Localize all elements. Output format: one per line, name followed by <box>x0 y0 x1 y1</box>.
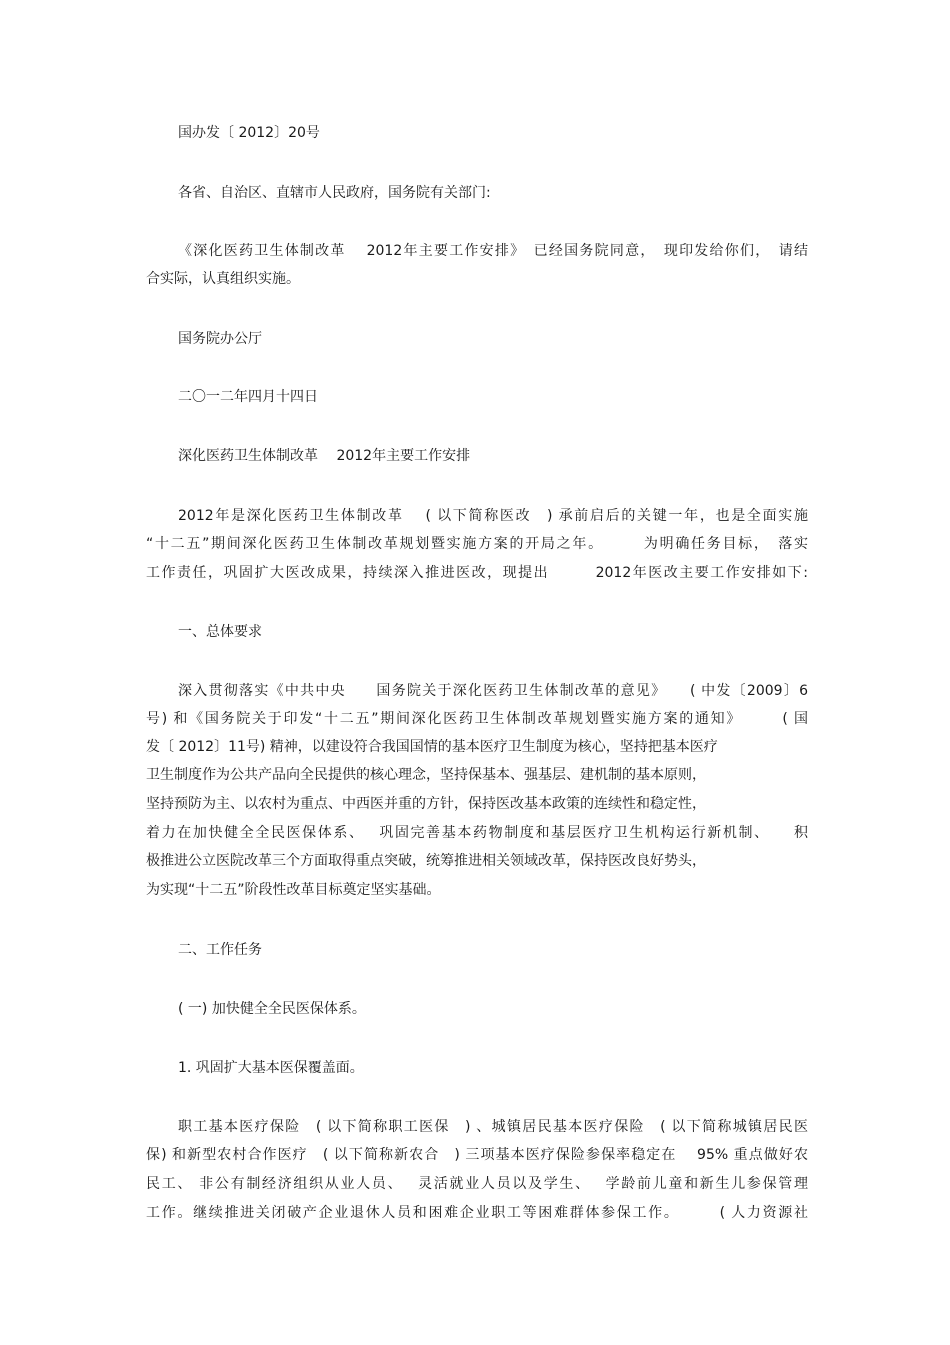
section1-line: 坚持预防为主、以农村为重点、中西医并重的方针，保持医改基本政策的连续性和稳定性， <box>146 796 706 812</box>
issue-date: 二〇一二年四月十四日 <box>178 389 318 405</box>
section-heading: 一、总体要求 <box>178 624 262 640</box>
item-heading: 1. 巩固扩大基本医保覆盖面。 <box>178 1060 364 1076</box>
section1-line: 极推进公立医院改革三个方面取得重点突破，统筹推进相关领域改革，保持医改良好势头， <box>146 853 706 869</box>
document-number: 国办发〔 2012〕20号 <box>178 125 320 141</box>
section1-line: 着力在加快健全全民医保体系、 巩固完善基本药物制度和基层医疗卫生机构运行新机制、 积 <box>146 825 808 841</box>
section1-line: 号) 和《国务院关于印发“十二五”期间深化医药卫生体制改革规划暨实施方案的通知》 ( 国 <box>146 711 808 727</box>
section1-line: 为实现“十二五”阶段性改革目标奠定坚实基础。 <box>146 882 441 898</box>
item1-line: 工作。继续推进关闭破产企业退休人员和困难企业职工等困难群体参保工作。 ( 人力资源社 <box>146 1205 808 1221</box>
intro-line: 工作责任，巩固扩大医改成果，持续深入推进医改，现提出 2012年医改主要工作安排如下: <box>146 565 808 581</box>
item1-line: 保) 和新型农村合作医疗 ( 以下简称新农合 ) 三项基本医疗保险参保率稳定在 95% 重点做好农 <box>146 1147 808 1163</box>
intro-line: “十二五”期间深化医药卫生体制改革规划暨实施方案的开局之年。 为明确任务目标， 落实 <box>146 536 808 552</box>
section-heading: 二、工作任务 <box>178 942 262 958</box>
intro-line: 2012年是深化医药卫生体制改革 ( 以下简称医改 ) 承前启后的关键一年，也是全面实施 <box>178 508 808 524</box>
section1-line: 发〔 2012〕11号) 精神，以建设符合我国国情的基本医疗卫生制度为核心，坚持把基本医疗 <box>146 739 718 755</box>
section1-line: 深入贯彻落实《中共中央 国务院关于深化医药卫生体制改革的意见》 ( 中发〔2009〕6 <box>178 683 808 699</box>
subsection-heading: ( 一) 加快健全全民医保体系。 <box>178 1001 366 1017</box>
section1-line: 卫生制度作为公共产品向全民提供的核心理念，坚持保基本、强基层、建机制的基本原则， <box>146 767 706 783</box>
item1-line: 民工、 非公有制经济组织从业人员、 灵活就业人员以及学生、 学龄前儿童和新生儿参保管理 <box>146 1176 808 1192</box>
document-title: 深化医药卫生体制改革 2012年主要工作安排 <box>178 448 471 464</box>
addressee: 各省、自治区、直辖市人民政府，国务院有关部门: <box>178 185 491 201</box>
notice-line: 合实际，认真组织实施。 <box>146 271 300 287</box>
item1-line: 职工基本医疗保险 ( 以下简称职工医保 ) 、城镇居民基本医疗保险 ( 以下简称城镇居民医 <box>178 1119 808 1135</box>
issuer: 国务院办公厅 <box>178 331 262 347</box>
notice-line: 《深化医药卫生体制改革 2012年主要工作安排》 已经国务院同意， 现印发给你们， 请结 <box>178 243 808 259</box>
